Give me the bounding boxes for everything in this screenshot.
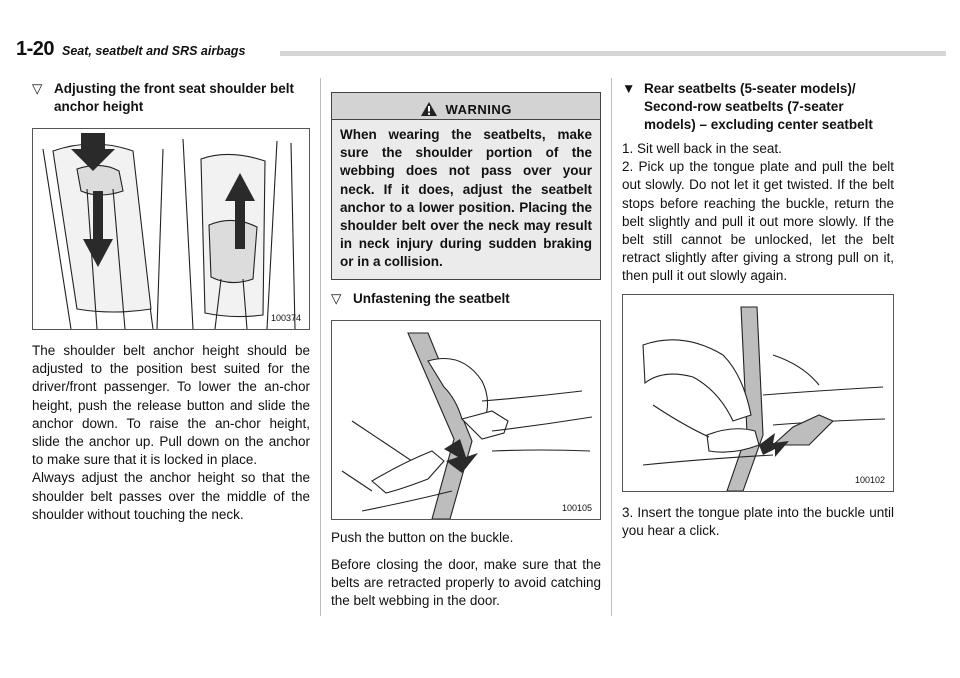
unfasten-figure: [331, 320, 601, 520]
warning-title: WARNING: [445, 102, 512, 117]
subheading-text: Adjusting the front seat shoulder belt anchor height: [54, 81, 295, 114]
subheading: [331, 290, 601, 308]
subheading-marker-icon: ▽: [32, 81, 43, 96]
warning-text: When wearing the seatbelts, make sure the shoulder portion of the webbing does not pass over your neck. If it does, adjust the seatbelt anchor to a lower position. Placing the shoulder belt over the neck may result in neck injury during sudden braking or in a collision.: [340, 127, 592, 270]
step-text: 1. Sit well back in the seat.: [622, 141, 782, 156]
subheading-marker-icon: ▽: [331, 290, 342, 306]
column-1: [32, 80, 310, 524]
subheading-text: Rear seatbelts (5-seater models)/ Second-row seatbelts (7-seater models) – excluding center seatbelt: [644, 81, 873, 132]
section-title: Seat, seatbelt and SRS airbags: [62, 44, 246, 58]
figure-code: 100102: [854, 474, 885, 485]
header-rule: [280, 51, 946, 56]
insert-tongue-illustration: [623, 295, 893, 491]
anchor-adjust-illustration: [33, 129, 309, 329]
column-divider: [320, 78, 321, 616]
column-2: [331, 92, 601, 610]
paragraph: The shoulder belt anchor height should be adjusted to the position best suited for the driver/front passenger. To lower the an-chor height, push the release button and slide the anchor down. To raise the an-chor height, slide the anchor up. Pull down on the anchor to make sure that it is locked in place.: [32, 343, 310, 468]
subheading: [32, 80, 310, 116]
warning-header: [332, 93, 600, 120]
step-text: 2. Pick up the tongue plate and pull the belt out slowly. Do not let it get twisted. If the belt stops before reaching the buckle, return the belt slightly and pull it out more slowly. If the belt still cannot be unlocked, let the belt retract slightly after giving a strong pull on it, then pull it out slowly again.: [622, 159, 894, 284]
figure-code: 100105: [561, 502, 592, 513]
paragraph: Before closing the door, make sure that the belts are retracted properly to avoid catching the belt webbing in the door.: [331, 556, 601, 609]
page-header: [16, 38, 946, 62]
paragraph: Always adjust the anchor height so that the shoulder belt passes over the middle of the shoulder without touching the neck.: [32, 470, 310, 522]
step-text: 3. Insert the tongue plate into the buckle until you hear a click.: [622, 504, 894, 538]
anchor-height-figure: [32, 128, 310, 330]
insert-tongue-figure: [622, 294, 894, 492]
warning-triangle-icon: [420, 101, 438, 117]
unfasten-illustration: [332, 321, 600, 519]
subheading-text: Unfastening the seatbelt: [353, 290, 510, 306]
paragraph: Push the button on the buckle.: [331, 529, 514, 545]
column-3: [622, 80, 894, 540]
column-divider: [611, 78, 612, 616]
subheading-marker-icon: ▼: [622, 81, 636, 96]
subheading: [622, 80, 894, 134]
page-number: 1-20: [16, 38, 55, 60]
warning-box: [331, 92, 601, 280]
figure-code: 100374: [270, 313, 301, 323]
